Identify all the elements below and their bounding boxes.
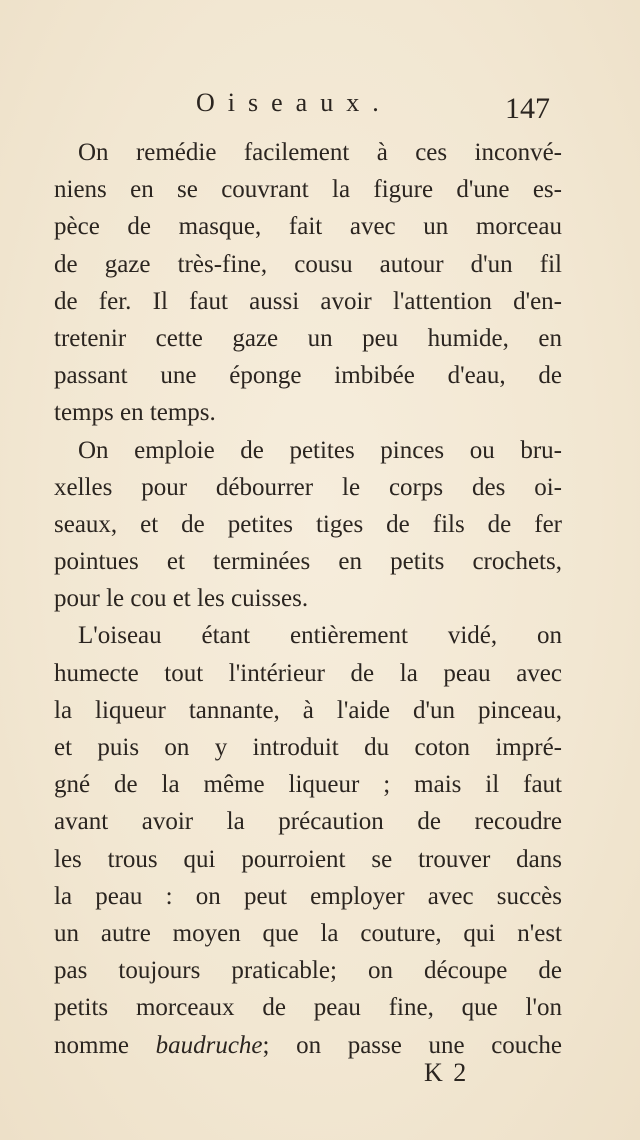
text-line: pèce de masque, fait avec un morceau xyxy=(54,213,562,241)
text-line: gné de la même liqueur ; mais il faut xyxy=(54,771,562,799)
text-line: la liqueur tannante, à l'aide d'un pinceau, xyxy=(54,696,562,724)
text-line: L'oiseau étant entièrement vidé, on xyxy=(78,622,562,650)
page-header xyxy=(0,88,640,128)
text-line: les trous qui pourroient se trouver dans xyxy=(54,845,562,873)
text-fragment: ; on passe une couche xyxy=(262,1031,562,1059)
text-line: seaux, et de petites tiges de fils de fer xyxy=(54,510,562,538)
text-line: de fer. Il faut aussi avoir l'attention d'en- xyxy=(54,287,562,315)
text-line: humecte tout l'intérieur de la peau avec xyxy=(54,659,562,687)
text-line: un autre moyen que la couture, qui n'est xyxy=(54,919,562,947)
text-line-with-italic xyxy=(54,1027,562,1064)
text-line: la peau : on peut employer avec succès xyxy=(54,882,562,910)
text-fragment: nomme xyxy=(54,1031,156,1059)
text-line: pour le cou et les cuisses. xyxy=(54,585,309,613)
text-line: pointues et terminées en petits crochets, xyxy=(54,548,562,576)
text-line: On remédie facilement à ces inconvé- xyxy=(78,139,562,166)
page-number: 147 xyxy=(505,92,550,125)
body-text xyxy=(54,134,562,1064)
italic-term: baudruche xyxy=(155,1031,263,1059)
text-line: pas toujours praticable; on découpe de xyxy=(54,957,562,985)
text-line: de gaze très-fine, cousu autour d'un fil xyxy=(54,250,562,278)
text-line: niens en se couvrant la figure d'une es- xyxy=(54,176,562,204)
text-line: temps en temps. xyxy=(54,399,216,427)
signature-mark: K 2 xyxy=(424,1058,469,1087)
text-line: passant une éponge imbibée d'eau, de xyxy=(54,362,562,390)
running-head: Oiseaux. xyxy=(196,88,392,117)
text-line: On emploie de petites pinces ou bru- xyxy=(78,436,562,464)
text-line: et puis on y introduit du coton impré- xyxy=(54,734,562,761)
text-line: xelles pour débourrer le corps des oi- xyxy=(54,473,562,501)
text-line: petits morceaux de peau fine, que l'on xyxy=(54,994,562,1022)
text-line: tretenir cette gaze un peu humide, en xyxy=(54,324,562,352)
text-line: avant avoir la précaution de recoudre xyxy=(54,808,562,836)
